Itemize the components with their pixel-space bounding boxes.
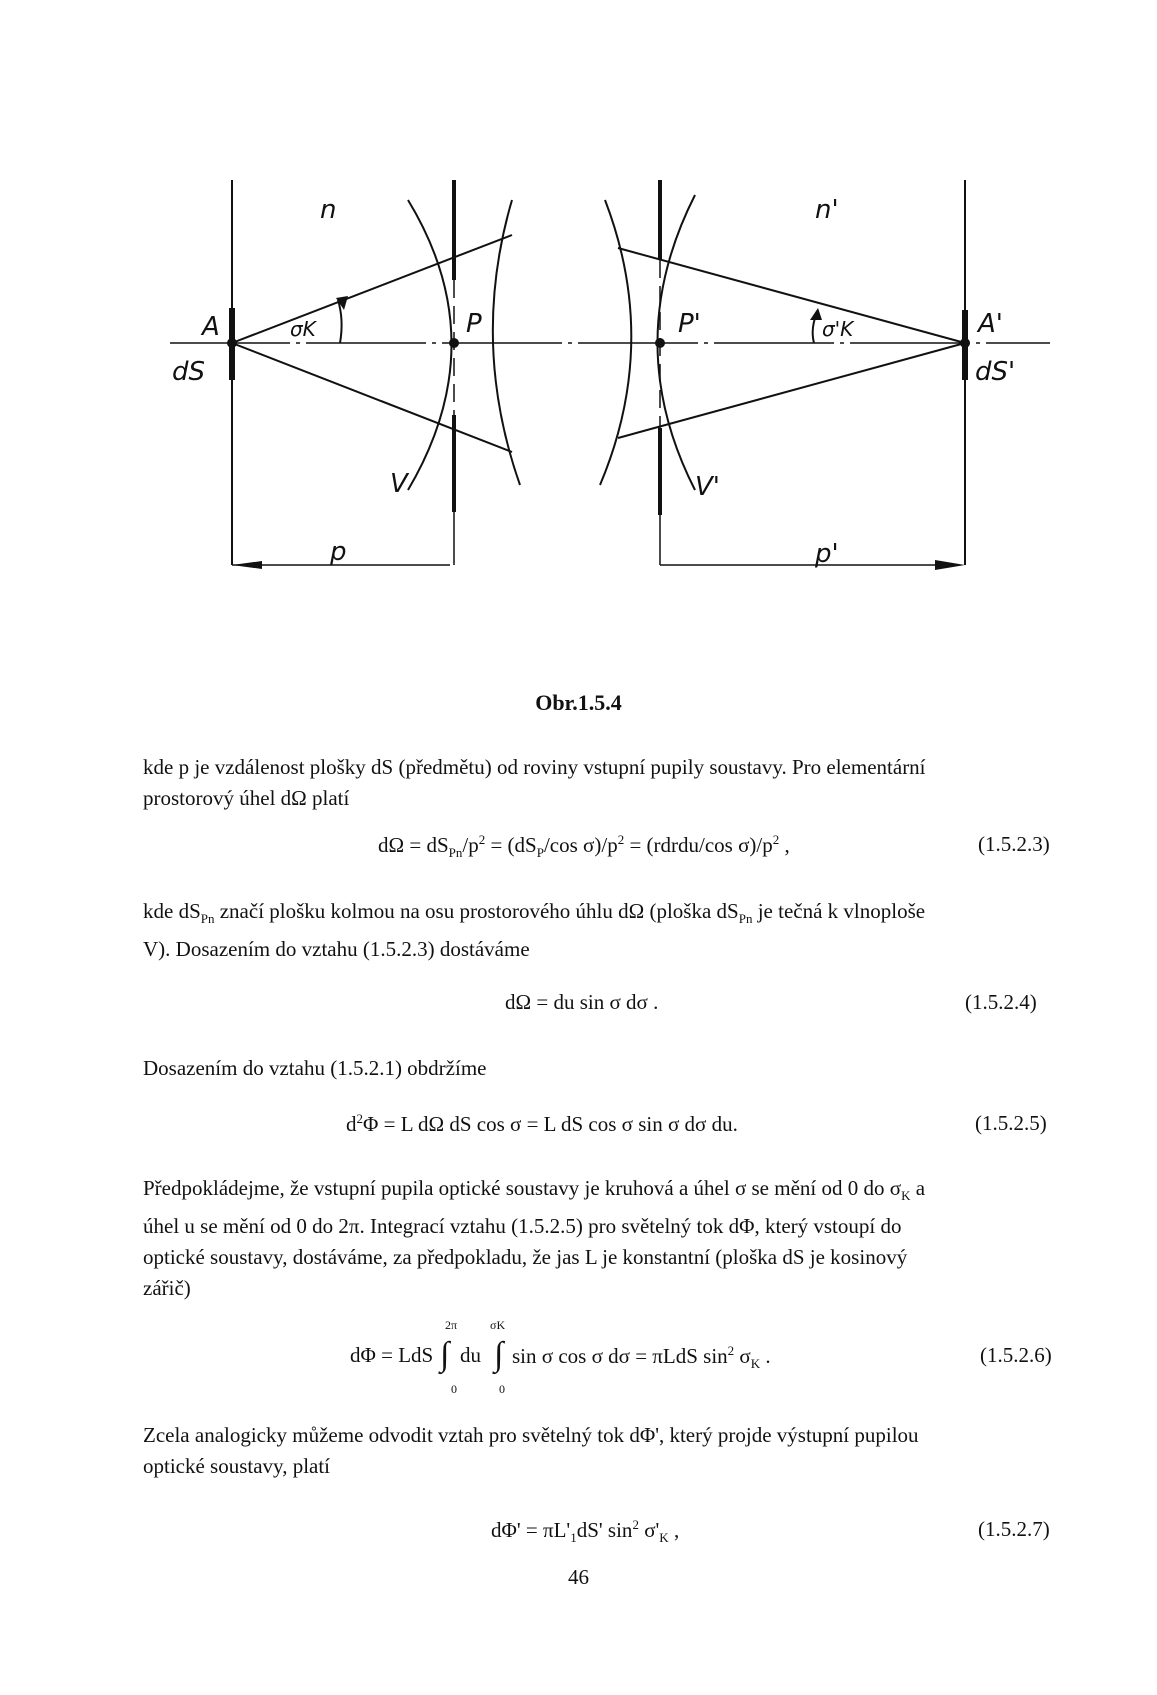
eq6-end: . (760, 1344, 771, 1368)
eq3-sub-2: P (536, 845, 544, 861)
paragraph-1 (143, 752, 1083, 814)
eq5-sup: 2 (356, 1111, 363, 1126)
image-cone-lower (618, 343, 965, 438)
paragraph-4-line-3: optické soustavy, dostáváme, za předpokladu, že jas L je konstantní (ploška dS je kosinový (143, 1245, 908, 1270)
wavefront-V (408, 200, 452, 490)
paragraph-5-line-1: Zcela analogicky můžeme odvodit vztah pro světelný tok dΦ', který projde výstupní pupilou (143, 1423, 919, 1447)
equation-1-5-2-3 (378, 832, 790, 861)
integral-sign-2: ∫ (494, 1336, 504, 1373)
paragraph-4-line-2: úhel u se mění od 0 do 2π. Integrací vztahu (1.5.2.5) pro světelný tok dΦ, který vstoupí do (143, 1214, 902, 1239)
eq7-sub-2: K (659, 1530, 669, 1546)
eq7-part-d: , (668, 1518, 680, 1542)
point-P-prime (655, 338, 665, 348)
paragraph-1-line-1: kde p je vzdálenost plošky dS (předmětu) od roviny vstupní pupily soustavy. Pro elementární (143, 755, 926, 779)
eq6-tail: σ (734, 1344, 751, 1368)
eq3-part-d: /cos σ)/p (543, 833, 618, 857)
point-P (449, 338, 459, 348)
eq6-lead: dΦ = LdS (350, 1343, 434, 1367)
label-n-prime: n' (815, 195, 839, 225)
image-cone-upper (618, 248, 965, 343)
paragraph-4-line-1 (143, 1173, 1083, 1211)
label-dS: dS (172, 357, 206, 387)
label-n: n (320, 195, 337, 225)
integral-1-lower-limit: 0 (451, 1382, 457, 1396)
figure-caption: Obr.1.5.4 (535, 690, 622, 715)
paragraph-5-line-2: optické soustavy, platí (143, 1454, 331, 1478)
eq7-part-c: σ' (638, 1518, 660, 1542)
equation-number-1-5-2-6: (1.5.2.6) (980, 1343, 1052, 1367)
eq3-part-b: /p (462, 833, 479, 857)
equation-number-1-5-2-5: (1.5.2.5) (975, 1111, 1047, 1135)
eq6-sup: 2 (727, 1343, 735, 1358)
eq7-part-b: dS' sin (576, 1518, 633, 1542)
eq3-sup-3: 2 (772, 832, 780, 847)
optical-figure (150, 180, 1080, 620)
eq3-sup-2: 2 (617, 832, 625, 847)
paragraph-2 (143, 896, 1083, 965)
integral-sign-1: ∫ (440, 1336, 450, 1373)
cone-lower (232, 343, 512, 452)
paragraph-2-line-1 (143, 896, 1083, 934)
para2-sub-2: Pn (738, 911, 753, 927)
eq3-part-e: = (rdrdu/cos σ)/p (624, 833, 773, 857)
eq7-sup: 2 (632, 1517, 639, 1532)
eq7-sub-1: 1 (570, 1530, 577, 1546)
eq6-body (512, 1343, 771, 1372)
integral-2-upper-limit: σK (490, 1318, 506, 1332)
page-number: 46 (568, 1565, 589, 1589)
arrow-p-head (232, 561, 262, 569)
point-A-prime (960, 338, 970, 348)
eq3-part-f: , (779, 833, 790, 857)
eq7-part-a: dΦ' = πL' (491, 1518, 571, 1542)
equation-1-5-2-7 (491, 1517, 679, 1546)
label-P: P (466, 309, 482, 339)
label-P-prime: P' (678, 309, 701, 339)
para4-part-b: a (910, 1176, 926, 1200)
eq3-sub-1: Pn (448, 845, 463, 861)
eq5-part-a: d (346, 1112, 357, 1136)
label-A-prime: A' (978, 309, 1003, 339)
sigma-prime-arrow-head (810, 308, 822, 320)
equation-1-5-2-4: dΩ = du sin σ dσ . (505, 990, 659, 1014)
eq3-part-c: = (dS (485, 833, 537, 857)
sigma-arc (338, 300, 342, 343)
point-A (227, 338, 237, 348)
equation-number-1-5-2-3: (1.5.2.3) (978, 832, 1050, 856)
label-V-prime: V' (695, 472, 720, 502)
eq6-body-text: sin σ cos σ dσ = πLdS sin (512, 1344, 728, 1368)
label-sigma-k-prime: σ'K (822, 317, 854, 341)
equation-number-1-5-2-4: (1.5.2.4) (965, 990, 1037, 1014)
paragraph-3: Dosazením do vztahu (1.5.2.1) obdržíme (143, 1056, 487, 1080)
paragraph-2-line-2: V). Dosazením do vztahu (1.5.2.3) dostáváme (143, 937, 530, 962)
para4-sub: K (901, 1188, 911, 1204)
paragraph-4-line-4: zářič) (143, 1276, 191, 1301)
paragraph-4 (143, 1173, 1083, 1304)
eq5-part-b: Φ = L dΩ dS cos σ = L dS cos σ sin σ dσ du. (363, 1112, 738, 1136)
label-V: V (390, 469, 408, 499)
eq3-part-a: dΩ = dS (378, 833, 449, 857)
para2-part-c: je tečná k vlnoploše (752, 899, 926, 923)
eq6-mid: du (460, 1343, 481, 1367)
label-p-prime: p' (815, 539, 839, 569)
integral-2-lower-limit: 0 (499, 1382, 505, 1396)
equation-number-1-5-2-7: (1.5.2.7) (978, 1517, 1050, 1541)
para2-part-a: kde dS (143, 899, 201, 923)
equation-1-5-2-5 (346, 1111, 738, 1137)
arrow-p-prime-head (935, 560, 965, 570)
label-dS-prime: dS' (975, 357, 1016, 387)
eq6-sub: K (750, 1356, 761, 1372)
para4-part-a: Předpokládejme, že vstupní pupila optické soustavy je kruhová a úhel σ se mění od 0 do σ (143, 1176, 902, 1200)
eq3-sup-1: 2 (478, 832, 486, 847)
label-sigma-k: σK (290, 317, 316, 341)
label-A: A (202, 312, 220, 342)
paragraph-5 (143, 1420, 1083, 1482)
para2-sub-1: Pn (200, 911, 215, 927)
optical-diagram (150, 180, 1080, 620)
paragraph-1-line-2: prostorový úhel dΩ platí (143, 786, 350, 810)
label-p: p (330, 537, 347, 567)
para2-part-b: značí plošku kolmou na osu prostorového úhlu dΩ (ploška dS (214, 899, 739, 923)
integral-1-upper-limit: 2π (445, 1318, 458, 1332)
